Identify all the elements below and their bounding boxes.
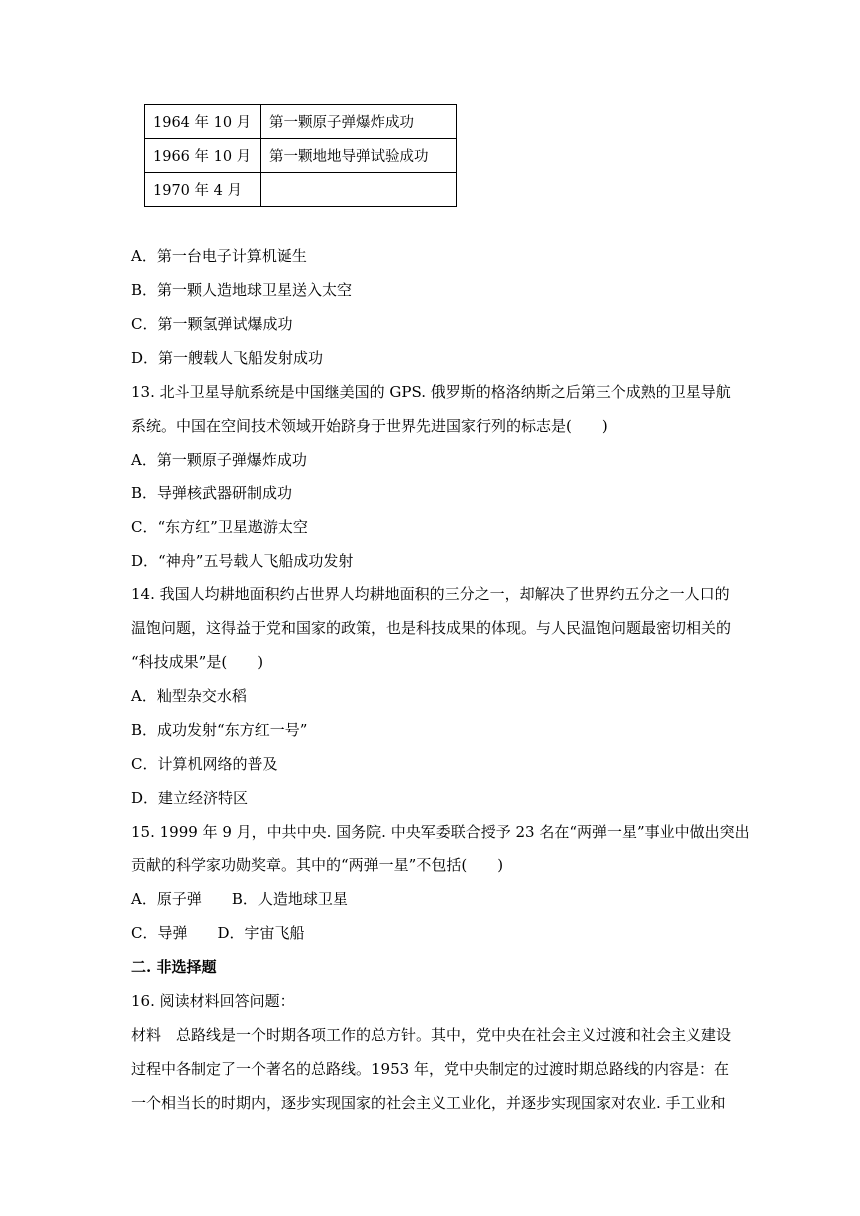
q15-option-a: A．原子弹 — [131, 890, 202, 908]
table-cell-date: 1970 年 4 月 — [145, 173, 261, 207]
q13-option-d: D．“神舟”五号载人飞船成功发射 — [131, 552, 354, 570]
events-table — [144, 104, 457, 207]
q12-option-d: D．第一艘载人飞船发射成功 — [131, 349, 324, 367]
q14-option-a: A．籼型杂交水稻 — [131, 687, 247, 705]
table-cell-event — [261, 173, 457, 207]
table-row — [145, 139, 457, 173]
q15-option-c: C．导弹 — [131, 924, 188, 942]
q13-stem-line: 系统。中国在空间技术领域开始跻身于世界先进国家行列的标志是( ) — [131, 417, 608, 435]
section-heading: 二. 非选择题 — [131, 958, 217, 976]
q13-stem-line: 13. 北斗卫星导航系统是中国继美国的 GPS. 俄罗斯的格洛纳斯之后第三个成熟的卫星导航 — [131, 383, 731, 401]
q12-option-b: B．第一颗人造地球卫星送入太空 — [131, 281, 353, 299]
q14-option-d: D．建立经济特区 — [131, 789, 249, 807]
q14-stem-line: 14. 我国人均耕地面积约占世界人均耕地面积的三分之一，却解决了世界约五分之一人口的 — [131, 585, 730, 603]
q15-option-b: B．人造地球卫星 — [231, 890, 348, 908]
q16-line: 16. 阅读材料回答问题： — [131, 992, 295, 1010]
q15-options-row — [131, 889, 348, 909]
q14-option-c: C．计算机网络的普及 — [131, 755, 278, 773]
q14-stem-line: 温饱问题，这得益于党和国家的政策，也是科技成果的体现。与人民温饱问题最密切相关的 — [131, 619, 732, 637]
table-row — [145, 173, 457, 207]
q14-stem-line: “科技成果”是( ) — [131, 653, 264, 671]
q15-option-d: D．宇宙飞船 — [217, 924, 305, 942]
q12-option-a: A．第一台电子计算机诞生 — [131, 247, 307, 265]
q15-stem-line: 贡献的科学家功勋奖章。其中的“两弹一星”不包括( ) — [131, 856, 504, 874]
table-cell-date: 1964 年 10 月 — [145, 105, 261, 139]
q15-options-row — [131, 923, 305, 943]
q13-option-b: B．导弹核武器研制成功 — [131, 484, 293, 502]
q15-stem-line: 15. 1999 年 9 月，中共中央. 国务院. 中央军委联合授予 23 名在“两弹一星”事业中做出突出 — [131, 823, 750, 841]
q13-option-a: A．第一颗原子弹爆炸成功 — [131, 451, 307, 469]
table-cell-date: 1966 年 10 月 — [145, 139, 261, 173]
q13-option-c: C．“东方红”卫星遨游太空 — [131, 518, 308, 536]
q12-option-c: C．第一颗氢弹试爆成功 — [131, 315, 293, 333]
table-row — [145, 105, 457, 139]
q14-option-b: B．成功发射“东方红一号” — [131, 721, 308, 739]
q16-line: 材料 总路线是一个时期各项工作的总方针。其中，党中央在社会主义过渡和社会主义建设 — [131, 1026, 732, 1044]
q16-line: 一个相当长的时期内，逐步实现国家的社会主义工业化，并逐步实现国家对农业. 手工业和 — [131, 1094, 726, 1112]
table-cell-event: 第一颗原子弹爆炸成功 — [261, 105, 457, 139]
table-cell-event: 第一颗地地导弹试验成功 — [261, 139, 457, 173]
q16-line: 过程中各制定了一个著名的总路线。1953 年，党中央制定的过渡时期总路线的内容是：在 — [131, 1060, 729, 1078]
